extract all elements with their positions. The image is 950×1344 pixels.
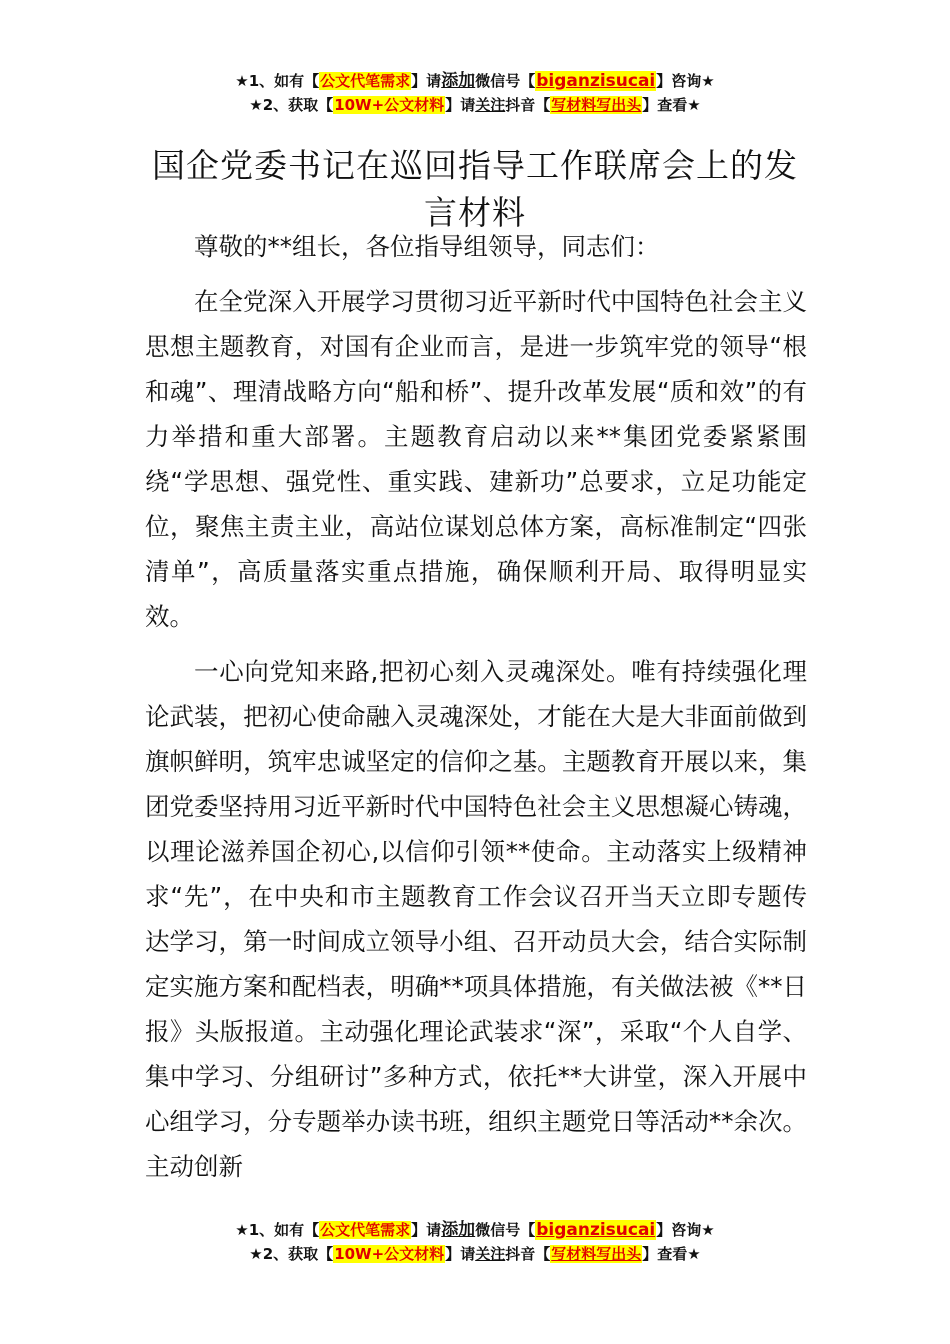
promo-text: 微信号【: [475, 72, 536, 90]
promo-highlight: 10W+公文材料: [334, 96, 445, 114]
promo-line-2: [0, 1242, 950, 1266]
promo-text: 】请: [445, 96, 476, 114]
promo-line-2: [0, 93, 950, 117]
promo-text: ★1、如有【: [235, 72, 320, 90]
document-title: 国企党委书记在巡回指导工作联席会上的发言材料: [152, 146, 798, 233]
douyin-account-link[interactable]: 写材料写出头: [551, 1245, 642, 1263]
promo-highlight: 公文代笔需求: [320, 1221, 411, 1239]
wechat-id-link[interactable]: biganzisucai: [536, 71, 656, 91]
promo-line-1: [0, 69, 950, 93]
promo-text: 】请: [411, 1221, 442, 1239]
greeting: 尊敬的**组长，各位指导组领导，同志们：: [194, 232, 660, 261]
promo-text: 添加: [441, 71, 476, 91]
promo-line-1: [0, 1218, 950, 1242]
promo-text: 】咨询★: [656, 1221, 715, 1239]
promo-text: ★2、获取【: [249, 96, 334, 114]
promo-text: 】咨询★: [656, 72, 715, 90]
promo-text: 抖音【: [505, 1245, 551, 1263]
promo-highlight: 10W+公文材料: [334, 1245, 445, 1263]
promo-text: 添加: [441, 1220, 476, 1240]
promo-banner-top: [0, 69, 950, 117]
paragraph: 一心向党知来路,把初心刻入灵魂深处。唯有持续强化理论武装，把初心使命融入灵魂深处，才能在大是大非面前做到旗帜鲜明，筑牢忠诚坚定的信仰之基。主题教育开展以来，集团党委坚持用习近平新时代中国特色社会主义思想凝心铸魂，以理论滋养国企初心,以信仰引领**使命。主动落实上级精神求“先”，在中央和市主题教育工作会议召开当天立即专题传达学习，第一时间成立领导小组、召开动员大会，结合实际制定实施方案和配档表，明确**项具体措施，有关做法被《**日报》头版报道。主动强化理论武装求“深”，采取“个人自学、集中学习、分组研讨”多种方式，依托**大讲堂，深入开展中心组学习，分专题举办读书班，组织主题党日等活动**余次。主动创新: [145, 657, 807, 1181]
promo-text: 抖音【: [505, 96, 551, 114]
promo-text: 关注: [475, 96, 506, 114]
document-body: [145, 224, 807, 1199]
promo-text: 关注: [475, 1245, 506, 1263]
promo-text: 】请: [411, 72, 442, 90]
promo-text: 】请: [445, 1245, 476, 1263]
promo-text: ★1、如有【: [235, 1221, 320, 1239]
paragraph: 在全党深入开展学习贯彻习近平新时代中国特色社会主义思想主题教育，对国有企业而言，是进一步筑牢党的领导“根和魂”、理清战略方向“船和桥”、提升改革发展“质和效”的有力举措和重大部署。主题教育启动以来**集团党委紧紧围绕“学思想、强党性、重实践、建新功”总要求，立足功能定位，聚焦主责主业，高站位谋划总体方案，高标准制定“四张清单”，高质量落实重点措施，确保顺利开局、取得明显实效。: [145, 287, 807, 631]
promo-text: 微信号【: [475, 1221, 536, 1239]
promo-text: 】查看★: [642, 96, 701, 114]
wechat-id-link[interactable]: biganzisucai: [536, 1220, 656, 1240]
promo-highlight: 公文代笔需求: [320, 72, 411, 90]
douyin-account-link[interactable]: 写材料写出头: [551, 96, 642, 114]
promo-banner-bottom: [0, 1218, 950, 1266]
promo-text: 】查看★: [642, 1245, 701, 1263]
promo-text: ★2、获取【: [249, 1245, 334, 1263]
